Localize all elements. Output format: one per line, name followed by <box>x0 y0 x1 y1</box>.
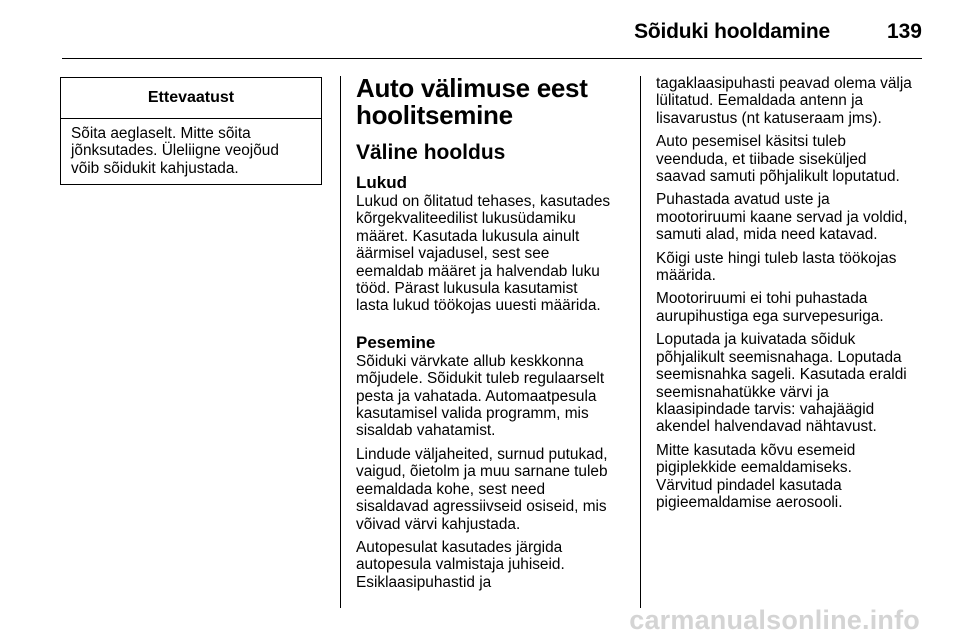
text-line: kõrgekvaliteedilist lukusüdamiku <box>356 210 576 228</box>
text-line: klaasipindade tarvis: vahajäägid <box>656 400 875 418</box>
text-line: Esiklaasipuhastid ja <box>356 573 492 591</box>
body-paragraph <box>656 191 930 243</box>
text-line: Mootoriruumi ei tohi puhastada <box>656 290 868 308</box>
caution-box <box>60 77 322 185</box>
text-line: Mitte kasutada kõvu esemeid <box>656 441 856 459</box>
text-line: Auto pesemisel käsitsi tuleb <box>656 133 846 151</box>
text-line: tagaklaasipuhasti peavad olema välja <box>656 75 912 92</box>
middle-column <box>356 75 634 597</box>
header-rule <box>62 58 922 59</box>
caution-line: Sõita aeglaselt. Mitte sõita <box>71 125 251 142</box>
text-line: sisaldab vahatamist. <box>356 422 496 440</box>
text-line: vaigud, õietolm ja muu sarnane tuleb <box>356 463 608 481</box>
text-line: pesta ja vahatada. Automaatpesula <box>356 387 597 405</box>
locks-paragraph <box>356 193 634 315</box>
section-title-line: hoolitsemine <box>356 100 513 130</box>
caution-line: jõnksutades. Üleliigne veojõud <box>71 142 279 160</box>
text-line: tööd. Pärast lukusula kasutamist <box>356 280 578 298</box>
washing-paragraph <box>356 353 634 440</box>
text-line: võivad värvi kahjustada. <box>356 515 521 533</box>
text-line: põhjalikult seemisnahaga. Loputada <box>656 348 902 366</box>
right-column <box>656 75 930 517</box>
column-divider-right <box>640 76 641 608</box>
subsection-title: Väline hooldus <box>356 141 506 164</box>
text-line: Värvitud pindadel kasutada <box>656 476 842 494</box>
text-line: Sõiduki värvkate allub keskkonna <box>356 352 584 370</box>
text-line: akendel halvendavad nähtavust. <box>656 418 877 436</box>
text-line: eemaldab määret ja halvendab luku <box>356 262 600 280</box>
caution-text <box>61 119 321 177</box>
text-line: äärmisel vajadusel, sest see <box>356 245 550 263</box>
text-line: määret. Kasutada lukusula ainult <box>356 227 580 245</box>
text-line: lisavarustus (nt katuseraam jms). <box>656 109 882 127</box>
text-line: veenduda, et tiibade siseküljed <box>656 150 867 168</box>
text-line: sisaldavad agressiivseid osiseid, mis <box>356 498 607 516</box>
body-paragraph <box>656 133 930 185</box>
text-line: kasutamisel valida programm, mis <box>356 405 589 423</box>
text-line: Puhastada avatud uste ja <box>656 191 830 209</box>
body-paragraph <box>656 331 930 435</box>
section-title-line: Auto välimuse eest <box>356 73 588 103</box>
text-line: seemisnahka sageli. Kasutada eraldi <box>656 366 907 384</box>
text-line: lasta lukud töökojas uuesti määrida. <box>356 297 601 315</box>
text-line: aurupihustiga ega survepesuriga. <box>656 307 884 325</box>
text-line: samuti alad, mida need katavad. <box>656 226 878 244</box>
washing-paragraph <box>356 539 634 591</box>
text-line: lülitatud. Eemaldada antenn ja <box>656 92 864 110</box>
text-line: saavad samuti põhjalikult loputatud. <box>656 168 900 186</box>
text-line: Lindude väljaheited, surnud putukad, <box>356 445 608 463</box>
text-line: Lukud on õlitatud tehases, kasutades <box>356 193 611 210</box>
text-line: seemisnahatükke värvi ja <box>656 383 829 401</box>
body-paragraph <box>656 442 930 512</box>
caution-line: võib sõidukit kahjustada. <box>71 159 239 177</box>
locks-heading: Lukud <box>356 173 407 192</box>
text-line: mõjudele. Sõidukit tuleb regulaarselt <box>356 370 605 388</box>
text-line: Autopesulat kasutades järgida <box>356 538 563 556</box>
text-line: Kõigi uste hingi tuleb lasta töökojas <box>656 249 897 267</box>
body-paragraph <box>656 250 930 285</box>
running-header-title: Sõiduki hooldamine <box>634 20 830 43</box>
washing-heading: Pesemine <box>356 332 436 352</box>
section-title <box>356 75 634 129</box>
watermark-text: carmanualsonline.info <box>629 605 920 635</box>
body-paragraph <box>656 290 930 325</box>
text-line: autopesula valmistaja juhiseid. <box>356 556 565 574</box>
column-divider-left <box>340 76 341 608</box>
text-line: mootoriruumi kaane servad ja voldid, <box>656 208 908 226</box>
caution-title: Ettevaatust <box>61 78 321 119</box>
washing-paragraph <box>356 446 634 533</box>
text-line: eemaldada kohe, sest need <box>356 480 546 498</box>
body-paragraph <box>656 75 930 127</box>
text-line: määrida. <box>656 267 716 285</box>
text-line: pigieemaldamise aerosooli. <box>656 493 843 511</box>
text-line: Loputada ja kuivatada sõiduk <box>656 331 856 349</box>
page-number: 139 <box>886 20 922 43</box>
text-line: pigiplekkide eemaldamiseks. <box>656 459 852 477</box>
